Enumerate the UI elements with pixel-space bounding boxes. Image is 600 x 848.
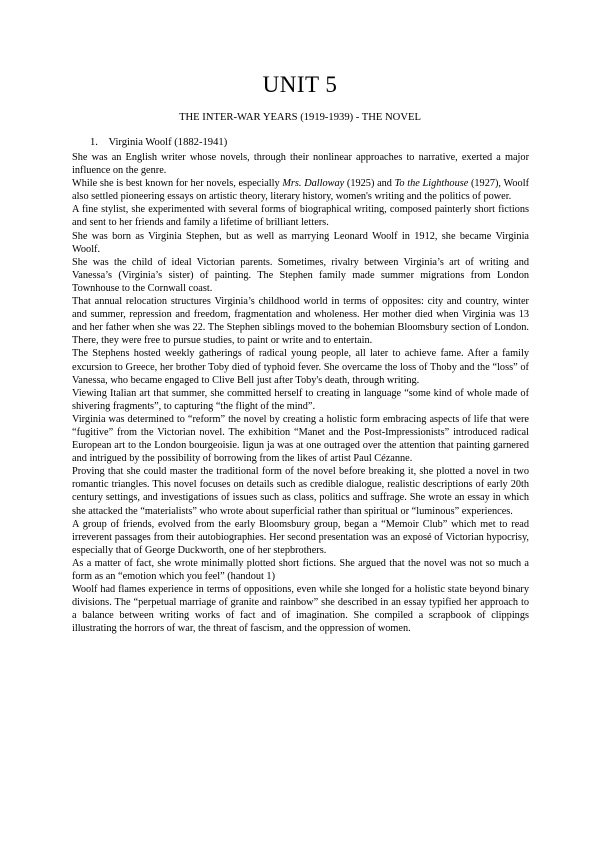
paragraph: She was born as Virginia Stephen, but as well as marrying Leonard Woolf in 1912, she became Virginia Woolf. <box>72 230 529 255</box>
paragraph: That annual relocation structures Virginia’s childhood world in terms of opposites: city and country, winter and summer, repression and freedom, fragmentation and wholeness. Her mother died when Virginia was 13 and her father when she was 22. The Stephen siblings moved to the bohemian Bloomsbury section of London. There, they were free to pursue studies, to paint or write and to entertain. <box>72 296 529 347</box>
title-mrs-dalloway: Mrs. Dalloway <box>282 178 345 190</box>
paragraph: The Stephens hosted weekly gatherings of radical young people, all later to achieve fame. After a family excursion to Greece, her brother Toby died of typhoid fever. She overcame the loss of Thoby and the “loss” of Vanessa, who became engaged to Clive Bell just after Toby's death, through writing. <box>72 348 529 386</box>
paragraph: A group of friends, evolved from the early Bloomsbury group, began a “Memoir Club” which met to read irreverent passages from their autobiographies. Her second presentation was an exposé of Victorian hypocrisy, especially that of George Duckworth, one of her stepbrothers. <box>72 518 529 556</box>
paragraph: She was an English writer whose novels, through their nonlinear approaches to narrative, exerted a major influence on the genre. <box>72 152 529 177</box>
title-to-the-lighthouse: To the Lighthouse <box>394 178 469 190</box>
body-text <box>72 151 529 635</box>
paragraph: A fine stylist, she experimented with several forms of biographical writing, composed painterly short fictions and sent to her friends and family a lifetime of brilliant letters. <box>72 204 529 229</box>
paragraph: Woolf had flames experience in terms of oppositions, even while she longed for a holistic state beyond binary divisions. The “perpetual marriage of granite and rainbow” she described in an essay typified her approach to a balance between writing works of fact and of imagination. She compiled a scrapbook of clippings illustrating the horrors of war, the threat of fascism, and the oppression of women. <box>72 584 529 635</box>
unit-title: UNIT 5 <box>262 72 338 97</box>
section-title: Virginia Woolf (1882-1941) <box>108 137 228 148</box>
section-heading <box>90 136 227 149</box>
paragraph: She was the child of ideal Victorian parents. Sometimes, rivalry between Virginia’s art of writing and Vanessa’s (Virginia’s sister) of painting. The Stephen family made summer migrations from London Townhouse to the Cornwall coast. <box>72 256 529 294</box>
paragraph: As a matter of fact, she wrote minimally plotted short fictions. She argued that the novel was not so much a form as an “emotion which you feel” (handout 1) <box>72 557 529 582</box>
section-number: 1. <box>90 137 98 148</box>
paragraph: Viewing Italian art that summer, she committed herself to creating in language “some kind of whole made of shivering fragments”, to capturing “the flight of the mind”. <box>72 387 529 412</box>
paragraph: While she is best known for her novels, especially Mrs. Dalloway (1925) and To the Lighthouse (1927), Woolf also settled pioneering essays on artistic theory, literary history, women's writing and the politics of power. <box>72 178 529 203</box>
page-subtitle: THE INTER-WAR YEARS (1919-1939) - THE NOVEL <box>179 112 421 123</box>
paragraph: Virginia was determined to “reform” the novel by creating a holistic form embracing aspects of life that were “fugitive” from the Victorian novel. The exhibition “Manet and the Post-Impressionists” introduced radical European art to the London bourgeoisie. Iigun ja was at one outraged over the attention that painting garnered and intrigued by the possibility of borrowing from the likes of artist Paul Cézanne. <box>72 413 529 465</box>
paragraph: Proving that she could master the traditional form of the novel before breaking it, she plotted a novel in two romantic triangles. This novel focuses on details such as credible dialogue, realistic descriptions of early 20th century settings, and investigations of issues such as class, politics and suffrage. She wrote an essay in which she attacked the “materialists” who wrote about superficial rather than spiritual or “luminous” experiences. <box>72 466 529 517</box>
